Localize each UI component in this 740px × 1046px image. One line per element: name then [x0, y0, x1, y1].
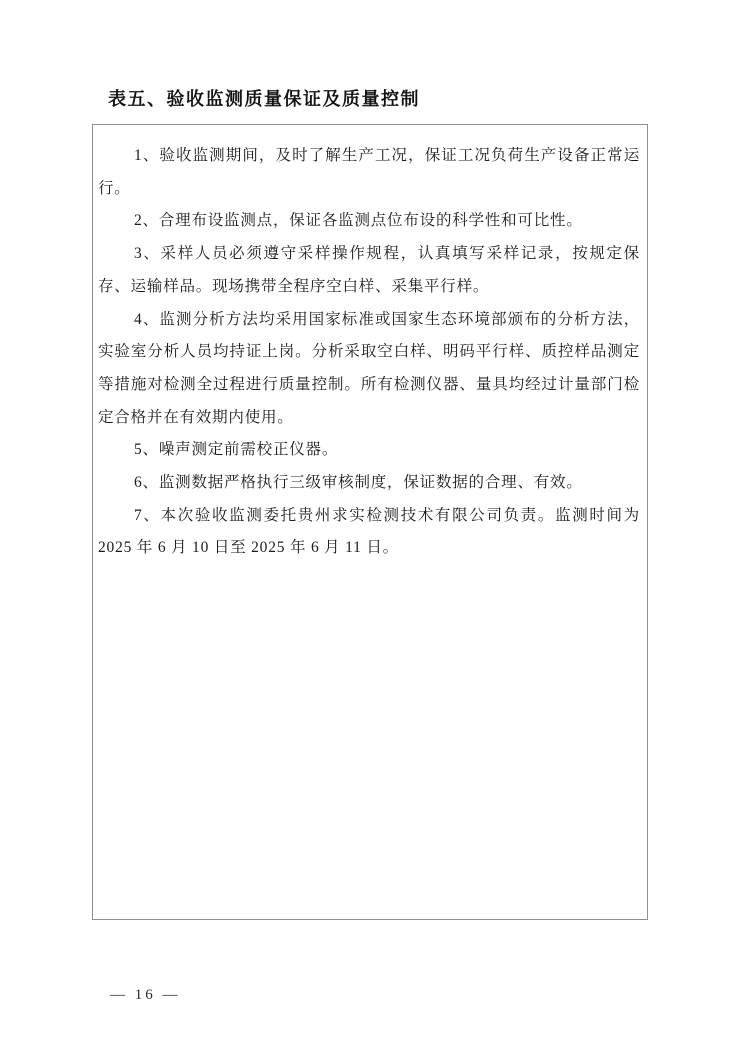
quality-item-4: 4、监测分析方法均采用国家标准或国家生态环境部颁布的分析方法，实验室分析人员均持证上岗。分析采取空白样、明码平行样、质控样品测定等措施对检测全过程进行质量控制。所有检测仪器、量具均经过计量部门检定合格并在有效期内使用。	[98, 310, 640, 426]
content-border-box	[92, 124, 648, 920]
quality-item-3: 3、采样人员必须遵守采样操作规程，认真填写采样记录，按规定保存、运输样品。现场携带全程序空白样、采集平行样。	[98, 245, 640, 295]
quality-item-2: 2、合理布设监测点，保证各监测点位布设的科学性和可比性。	[134, 212, 583, 230]
quality-item-1: 1、验收监测期间，及时了解生产工况，保证工况负荷生产设备正常运行。	[98, 147, 640, 197]
page-number: — 16 —	[110, 987, 181, 1003]
page-title: 表五、验收监测质量保证及质量控制	[108, 89, 420, 109]
content-body	[93, 125, 647, 565]
quality-item-5: 5、噪声测定前需校正仪器。	[134, 441, 339, 459]
quality-item-6: 6、监测数据严格执行三级审核制度，保证数据的合理、有效。	[134, 474, 583, 492]
quality-item-7: 7、本次验收监测委托贵州求实检测技术有限公司负责。监测时间为 2025 年 6 月 10 日至 2025 年 6 月 11 日。	[98, 506, 640, 557]
